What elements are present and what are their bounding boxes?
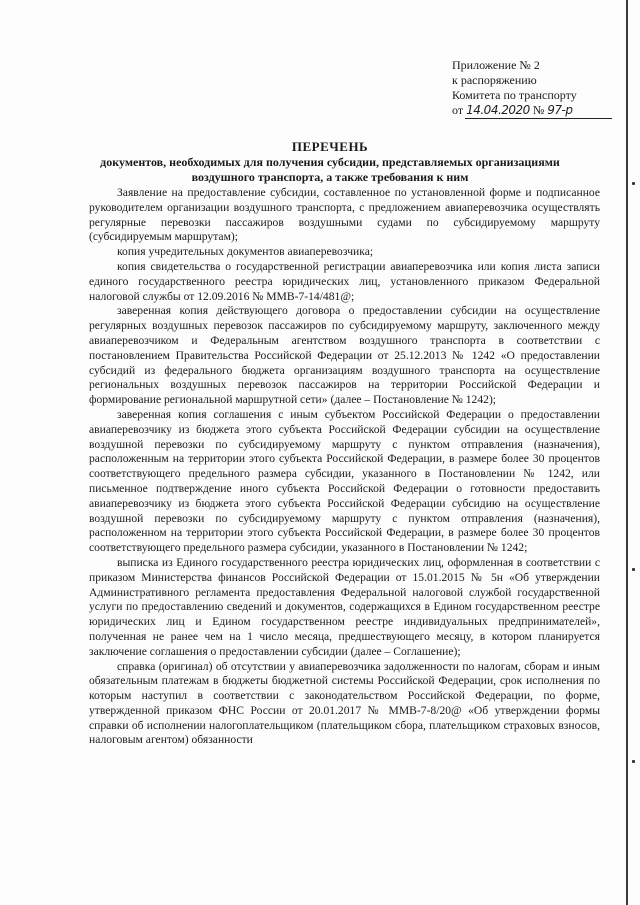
title-subtitle-line1: документов, необходимых для получения субсидии, представляемых организациями (100, 155, 560, 169)
paragraph-application: Заявление на предоставление субсидии, составленное по установленной форме и подписанное руководителем организации воздушного транспорта, с предложением авиаперевозчика осуществлять регулярные перевозки пассажиров воздушными судами по субсидируемому маршруту (субсидируемым маршрутам); (89, 186, 600, 244)
handwritten-date: 14.04.2020 (466, 103, 530, 117)
paragraph-subsidy-contract: заверенная копия действующего договора о предоставлении субсидии на осуществление регулярных воздушных перевозок пассажиров по субсидируемому маршруту, заключенного между авиаперевозчиком и Федеральным агентством воздушного транспорта в соответствии с постановлением Правительства Российской Федерации от 25.12.2013 № 1242 «О предоставлении субсидий из федерального бюджета организациям воздушного транспорта на осуществление региональных воздушных перевозок пассажиров на территории Российской Федерации и формирование региональной маршрутной сети» (далее – Постановление № 1242); (89, 304, 600, 407)
date-prefix: от (452, 103, 464, 117)
scan-edge-line (626, 0, 628, 905)
paragraph-registry-extract: выписка из Единого государственного реестра юридических лиц, оформленная в соответствии с приказом Министерства финансов Российской Федерации от 15.01.2015 № 5н «Об утверждении Административного регламента предоставления Федеральной налоговой службой государственной услуги по предоставлению сведений и документов, содержащихся в Едином государственном реестре юридических лиц и Едином государственном реестре индивидуальных предпринимателей», полученная не ранее чем на 1 число месяца, предшествующего месяцу, в котором планируется заключение соглашения о предоставлении субсидии (далее – Соглашение); (89, 555, 600, 658)
paragraph-tax-certificate: справка (оригинал) об отсутствии у авиаперевозчика задолженности по налогам, сборам и иным обязательным платежам в бюджеты бюджетной системы Российской Федерации, срок исполнения по которым наступил в соответствии с законодательством Российской Федерации, по форме, утвержденной приказом ФНС России от 20.01.2017 № ММВ-7-8/20@ «Об утверждении формы справки об исполнении налогоплательщиком (плательщиком сбора, плательщиком страховых взносов, налоговым агентом) обязанности (89, 659, 600, 747)
scan-mark (632, 182, 635, 185)
document-title (80, 138, 580, 185)
appendix-date-line (452, 103, 612, 118)
title-main: ПЕРЕЧЕНЬ (291, 139, 369, 154)
document-body (89, 186, 600, 748)
appendix-header (452, 58, 612, 118)
number-prefix: № (532, 103, 545, 117)
paragraph-founding-docs: копия учредительных документов авиаперевозчика; (117, 245, 374, 259)
appendix-order-ref: к распоряжению (452, 73, 537, 87)
paragraph-regional-agreement: заверенная копия соглашения с иным субъектом Российской Федерации о предоставлении авиаперевозчику из бюджета этого субъекта Российской Федерации субсидии на осуществление воздушной перевозки по субсидируемому маршруту с пунктом отправления (назначения), расположенным на территории этого субъекта Российской Федерации, в размере более 30 процентов соответствующего предельного размера субсидии, указанного в Постановлении № 1242, или письменное подтверждение иного субъекта Российской Федерации о готовности предоставить авиаперевозчику из бюджета этого субъекта Российской Федерации субсидию на осуществление воздушной перевозки по субсидируемому маршруту с пунктом отправления (назначения), расположенном на территории этого субъекта Российской Федерации, в размере более 30 процентов соответствующего предельного размера субсидии, указанного в Постановлении № 1242; (89, 407, 600, 555)
date-underline (465, 118, 612, 119)
scan-mark (632, 760, 635, 763)
title-subtitle-line2: воздушного транспорта, а также требования к ним (191, 170, 469, 184)
handwritten-number: 97-р (547, 103, 573, 117)
appendix-number: Приложение № 2 (452, 58, 540, 72)
appendix-committee: Комитета по транспорту (452, 88, 577, 102)
scan-mark (632, 568, 635, 571)
paragraph-registration-certificate: копия свидетельства о государственной регистрации авиаперевозчика или копия листа записи единого государственного реестра юридических лиц, установленного приказом Федеральной налоговой службы от 12.09.2016 № ММВ-7-14/481@; (89, 259, 600, 303)
